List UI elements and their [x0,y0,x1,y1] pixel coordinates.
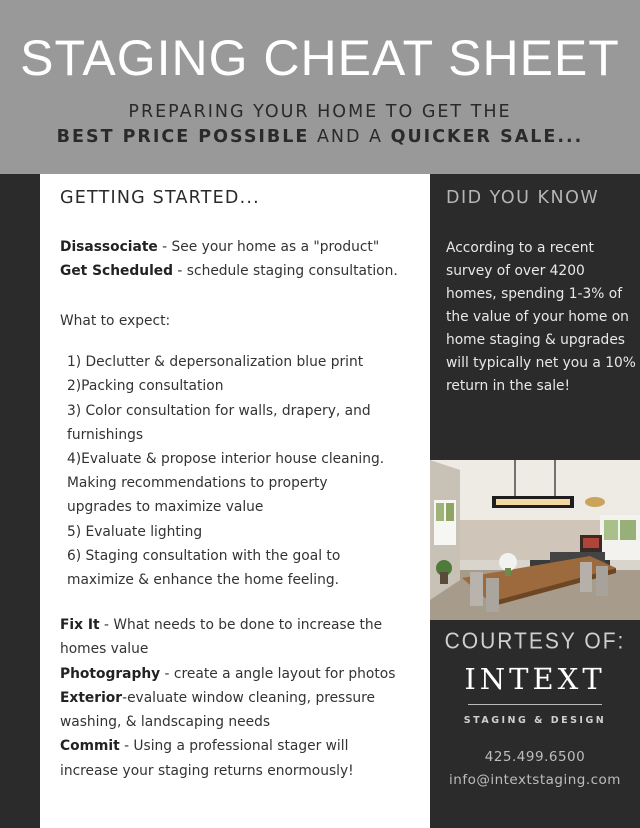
step-line: Making recommendations to property [67,475,328,491]
commit-continued: increase your staging returns enormously! [60,763,354,779]
text-photography: - create a angle layout for photos [160,666,396,682]
text-fix-it: - What needs to be done to increase the [99,617,383,633]
what-to-expect-label: What to expect: [60,313,171,329]
list-item [60,690,375,706]
step-line: 4)Evaluate & propose interior house cleaning. [67,451,385,467]
list-item [60,239,379,255]
list-item [60,263,398,279]
term-get-scheduled: Get Scheduled [60,263,174,279]
text-exterior: -evaluate window cleaning, pressure [122,690,376,706]
dining-room-image [430,460,640,620]
staging-fact: According to a recent survey of over 4200 homes, spending 1-3% of the value of your home on home staging & upgrades will typically net you a 10% return in the sale! [446,240,636,394]
getting-started-heading: GETTING STARTED... [60,188,260,208]
step-line: 6) Staging consultation with the goal to [67,548,341,564]
list-item [60,666,395,682]
logo-tagline: STAGING & DESIGN [463,715,607,726]
subtitle-line-2 [0,125,640,150]
subtitle-line-1: PREPARING YOUR HOME TO GET THE [128,102,512,122]
subtitle-and: AND A [309,127,391,147]
list-item [60,617,382,633]
exterior-continued: washing, & landscaping needs [60,714,271,730]
term-disassociate: Disassociate [60,239,158,255]
did-you-know-heading: DID YOU KNOW [446,188,600,208]
step-line: maximize & enhance the home feeling. [67,572,339,588]
text-disassociate: - See your home as a "product" [157,239,380,255]
step-line: 3) Color consultation for walls, drapery, and [67,403,371,419]
header-banner [0,0,640,174]
main-content-panel [40,174,430,828]
step-line: furnishings [67,427,144,443]
subtitle-quicker-sale: QUICKER SALE... [390,127,584,147]
courtesy-of-label: COURTESY OF: [444,628,626,655]
list-item [60,738,348,754]
step-line: 1) Declutter & depersonalization blue print [67,354,364,370]
fix-it-continued: homes value [60,641,149,657]
step-line: upgrades to maximize value [67,499,264,515]
page-title: STAGING CHEAT SHEET [20,30,620,86]
term-photography: Photography [60,666,161,682]
left-dark-strip [0,174,40,828]
term-exterior: Exterior [60,690,123,706]
subtitle [0,100,640,150]
logo-divider [468,704,602,705]
step-line: 2)Packing consultation [67,378,224,394]
phone-number: 425.499.6500 [484,749,586,765]
sidebar-panel [430,174,640,828]
email-address: info@intextstaging.com [449,772,621,788]
term-commit: Commit [60,738,120,754]
subtitle-best-price: BEST PRICE POSSIBLE [56,127,310,147]
step-line: 5) Evaluate lighting [67,524,203,540]
dining-room-photo [430,460,640,620]
intext-logo-text: INTEXT [464,662,606,696]
text-get-scheduled: - schedule staging consultation. [173,263,398,279]
text-commit: - Using a professional stager will [119,738,349,754]
term-fix-it: Fix It [60,617,100,633]
